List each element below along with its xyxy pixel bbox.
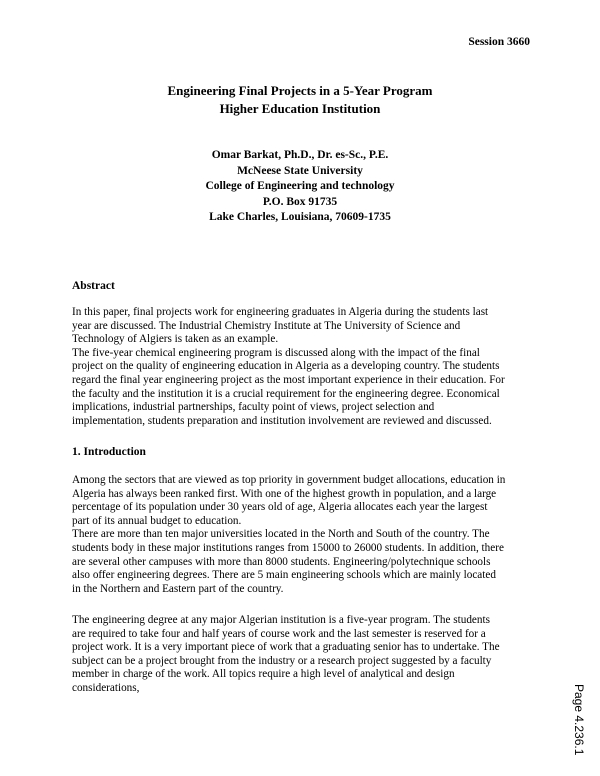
text-line: are several other campuses with more than 8000 students. Engineering/polytechnique schools bbox=[72, 555, 491, 568]
session-label: Session 3660 bbox=[468, 36, 530, 48]
page-number-text: Page 4.236.1 bbox=[572, 684, 586, 756]
author-university: McNeese State University bbox=[237, 164, 363, 177]
introduction-paragraph-1 bbox=[72, 474, 530, 596]
text-line: year are discussed. The Industrial Chemistry Institute at The University of Science and bbox=[72, 319, 461, 332]
abstract-heading: Abstract bbox=[72, 280, 115, 292]
text-line: students body in these major institutions ranges from 15000 to 26000 students. In addition, there bbox=[72, 541, 504, 554]
text-line: the faculty and the institution it is a crucial requirement for the engineering degree. Economical bbox=[72, 387, 500, 400]
text-line: part of its annual budget to education. bbox=[72, 514, 242, 527]
introduction-heading: 1. Introduction bbox=[72, 446, 146, 458]
text-line: percentage of its population under 30 years old of age, Algeria allocates each year the largest bbox=[72, 501, 488, 514]
text-line: also offer engineering degrees. There are 5 main engineering schools which are mainly located bbox=[72, 569, 496, 582]
text-line: implementation, students preparation and institution involvement are reviewed and discussed. bbox=[72, 414, 492, 427]
text-line: project on the quality of engineering education in Algeria as a developing country. The students bbox=[72, 360, 500, 373]
title-line-1: Engineering Final Projects in a 5-Year Program bbox=[167, 83, 433, 98]
page-number bbox=[574, 684, 588, 764]
text-line: subject can be a project brought from the industry or a research project suggested by a faculty bbox=[72, 654, 492, 667]
author-city: Lake Charles, Louisiana, 70609-1735 bbox=[209, 211, 391, 223]
text-line: member in charge of the work. All topics require a high level of analytical and design bbox=[72, 668, 455, 681]
author-po-box: P.O. Box 91735 bbox=[262, 195, 338, 208]
abstract-paragraph bbox=[72, 306, 530, 428]
text-line: implications, industrial partnerships, faculty point of views, project selection and bbox=[72, 401, 435, 414]
text-line: considerations, bbox=[72, 681, 140, 694]
text-line: In this paper, final projects work for engineering graduates in Algeria during the students last bbox=[72, 306, 489, 318]
introduction-paragraph-2 bbox=[72, 614, 530, 696]
paper-title bbox=[0, 82, 600, 118]
text-line: regard the final year engineering project as the most important experience in their education. For bbox=[72, 373, 505, 386]
text-line: The five-year chemical engineering program is discussed along with the impact of the final bbox=[72, 346, 480, 359]
author-college: College of Engineering and technology bbox=[205, 180, 395, 192]
text-line: The engineering degree at any major Algerian institution is a five-year program. The students bbox=[72, 614, 490, 626]
title-line-2: Higher Education Institution bbox=[219, 101, 381, 116]
text-line: project work. It is a very important piece of work that a graduating senior has to undertake. The bbox=[72, 641, 500, 654]
text-line: There are more than ten major universities located in the North and South of the country. The bbox=[72, 528, 490, 541]
text-line: are required to take four and half years of course work and the last semester is reserved for a bbox=[72, 627, 486, 640]
text-line: Among the sectors that are viewed as top priority in government budget allocations, education in bbox=[72, 474, 506, 486]
text-line: Algeria has always been ranked first. With one of the highest growth in population, and a large bbox=[72, 487, 497, 500]
author-block bbox=[0, 148, 600, 226]
text-line: in the Northern and Eastern part of the country. bbox=[72, 582, 284, 595]
author-name: Omar Barkat, Ph.D., Dr. es-Sc., P.E. bbox=[211, 149, 389, 161]
text-line: Technology of Algiers is taken as an example. bbox=[72, 333, 279, 346]
